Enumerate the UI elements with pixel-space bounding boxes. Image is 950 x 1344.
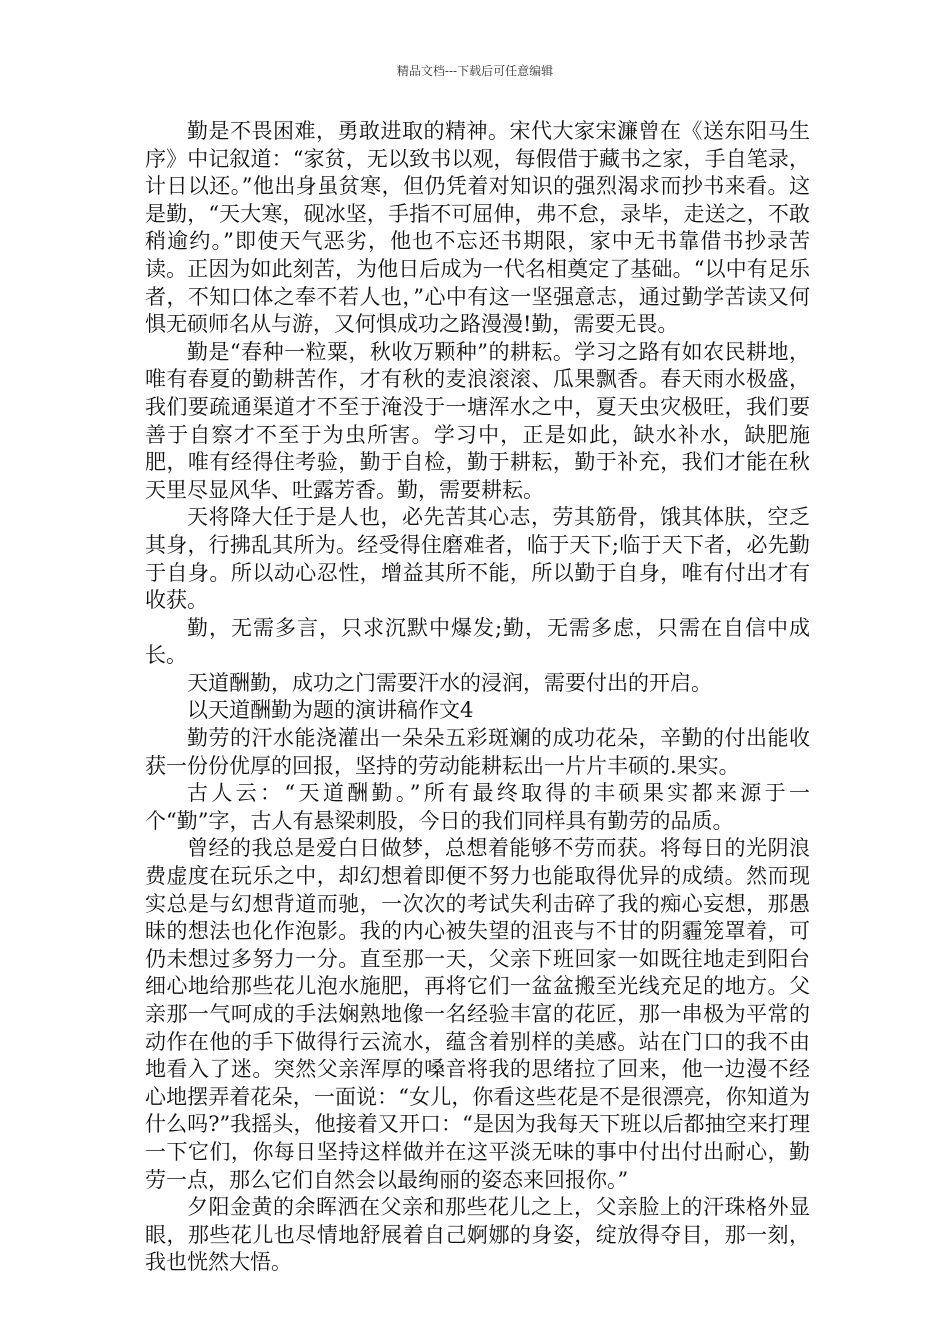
paragraph: 天道酬勤，成功之门需要汗水的浸润，需要付出的开启。 (187, 670, 712, 695)
document-body (145, 118, 810, 1277)
paragraph: 天将降大任于是人也，必先苦其心志，劳其筋骨，饿其体肤，空乏其身，行拂乱其所为。经受得住磨难者，临于天下;临于天下者，必先勤于自身。所以动心忍性，增益其所不能，所以勤于自身，唯有付出才有收获。 (145, 505, 810, 613)
paragraph: 古人云：“天道酬勤。”所有最终取得的丰硕果实都来源于一个“勤”字，古人有悬梁刺股，今日的我们同样具有勤劳的品质。 (145, 781, 810, 833)
paragraph: 勤，无需多言，只求沉默中爆发;勤，无需多虑，只需在自信中成长。 (145, 615, 810, 668)
paragraph: 勤是不畏困难，勇敢进取的精神。宋代大家宋濂曾在《送东阳马生序》中记叙道：“家贫，无以致书以观，每假借于藏书之家，手自笔录，计日以还。”他出身虽贫寒，但仍凭着对知识的强烈渴求而抄书来看。这是勤，“天大寒，砚冰坚，手指不可屈伸，弗不怠，录毕，走送之，不敢稍逾约。”即使天气恶劣，他也不忘还书期限，家中无书靠借书抄录苦读。正因为如此刻苦，为他日后成为一代名相奠定了基础。“以中有足乐者，不知口体之奉不若人也，”心中有这一坚强意志，通过勤学苦读又何惧无硕师名从与游，又何惧成功之路漫漫!勤，需要无畏。 (145, 119, 810, 337)
paragraph: 夕阳金黄的余晖洒在父亲和那些花儿之上，父亲脸上的汗珠格外显眼，那些花儿也尽情地舒展着自己婀娜的身姿，绽放得夺目，那一刻，我也恍然大悟。 (145, 1195, 810, 1275)
paragraph: 曾经的我总是爱白日做梦，总想着能够不劳而获。将每日的光阴浪费虚度在玩乐之中，却幻想着即便不努力也能取得优异的成绩。然而现实总是与幻想背道而驰，一次次的考试失利击碎了我的痴心妄想，那愚昧的想法也化作泡影。我的内心被失望的沮丧与不甘的阴霾笼罩着，可仍未想过多努力一分。直至那一天，父亲下班回家一如既往地走到阳台细心地给那些花儿泡水施肥，再将它们一盆盆搬至光线充足的地方。父亲那一气呵成的手法娴熟地像一名经验丰富的花匠，那一串极为平常的动作在他的手下做得行云流水，蕴含着别样的美感。站在门口的我不由地看入了迷。突然父亲浑厚的嗓音将我的思绪拉了回来，他一边漫不经心地摆弄着花朵，一面说：“女儿，你看这些花是不是很漂亮，你知道为什么吗?”我摇头，他接着又开口：“是因为我每天下班以后都抽空来打理一下它们，你每日坚持这样做并在这平淡无味的事中付出付出耐心，勤劳一点，那么它们自然会以最绚丽的姿态来回报你。” (145, 836, 810, 1192)
paragraph: 勤劳的汗水能浇灌出一朵朵五彩斑斓的成功花朵，辛勤的付出能收获一份份优厚的回报，坚持的劳动能耕耘出一片片丰硕的.果实。 (145, 726, 810, 778)
section-title: 以天道酬勤为题的演讲稿作文4 (187, 698, 474, 723)
page-header: 精品文档---下载后可任意编辑 (396, 64, 554, 78)
paragraph: 勤是“春种一粒粟，秋收万颗种”的耕耘。学习之路有如农民耕地，唯有春夏的勤耕苦作，才有秋的麦浪滚滚、瓜果飘香。春天雨水极盛，我们要疏通渠道才不至于淹没于一塘浑水之中，夏天虫灾极旺，我们要善于自察才不至于为虫所害。学习中，正是如此，缺水补水，缺肥施肥，唯有经得住考验，勤于自检，勤于耕耘，勤于补充，我们才能在秋天里尽显风华、吐露芳香。勤，需要耕耘。 (145, 339, 810, 502)
